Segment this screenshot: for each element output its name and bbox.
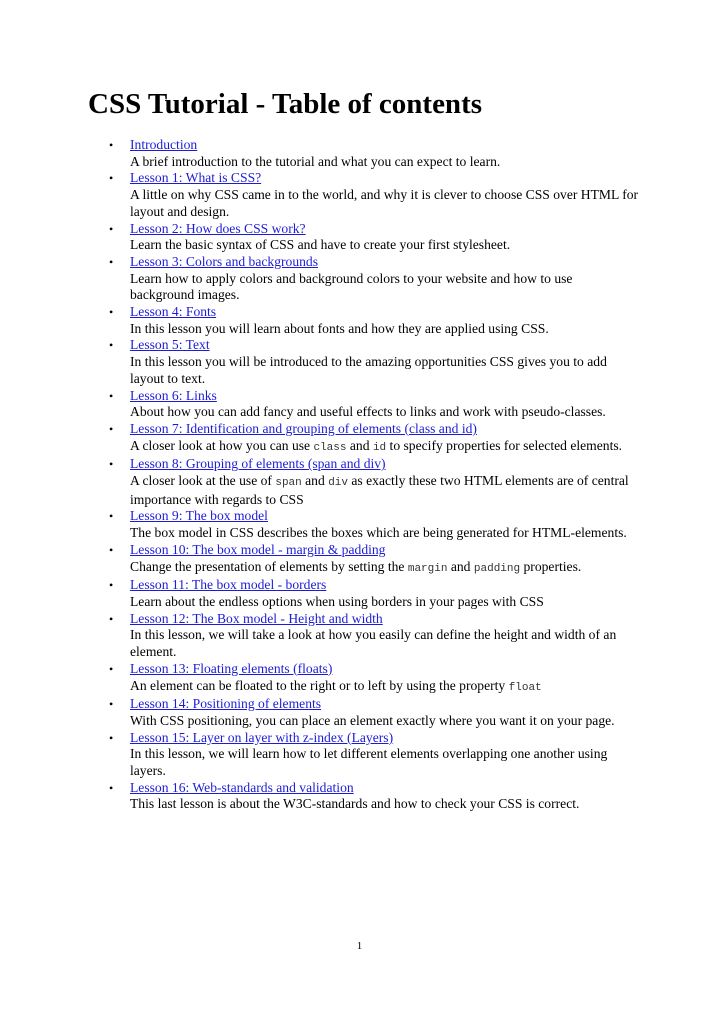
description-text: In this lesson, we will take a look at how you easily can define the height and width of an element. bbox=[130, 627, 617, 660]
toc-description bbox=[130, 187, 639, 220]
bullet-icon: • bbox=[109, 254, 114, 269]
toc-item bbox=[0, 170, 719, 220]
description-text: In this lesson you will be introduced to the amazing opportunities CSS gives you to add layout to text. bbox=[130, 354, 607, 386]
toc-description bbox=[130, 559, 639, 578]
toc-link[interactable]: Lesson 15: Layer on layer with z-index (Layers) bbox=[130, 729, 394, 745]
toc-link[interactable]: Lesson 14: Positioning of elements bbox=[130, 696, 322, 712]
toc-description bbox=[130, 271, 639, 304]
toc-item bbox=[0, 542, 719, 577]
toc-item bbox=[0, 730, 719, 780]
toc-link[interactable]: Lesson 4: Fonts bbox=[130, 304, 217, 320]
toc-item bbox=[0, 696, 719, 729]
toc-link[interactable]: Lesson 13: Floating elements (floats) bbox=[130, 660, 333, 676]
toc-description bbox=[130, 404, 639, 421]
code-keyword: div bbox=[328, 477, 348, 490]
toc-description bbox=[130, 237, 639, 254]
toc-link[interactable]: Lesson 2: How does CSS work? bbox=[130, 220, 306, 236]
bullet-icon: • bbox=[109, 730, 114, 745]
toc-link[interactable]: Lesson 10: The box model - margin & padding bbox=[130, 541, 386, 557]
description-text: A little on why CSS came in to the world, and why it is clever to choose CSS over HTML for layout and design. bbox=[130, 187, 639, 219]
bullet-icon: • bbox=[109, 697, 114, 712]
toc-item bbox=[0, 337, 719, 387]
description-text: An element can be floated to the right or to left by using the property bbox=[130, 677, 509, 693]
bullet-icon: • bbox=[109, 457, 114, 472]
toc-description bbox=[130, 627, 639, 660]
toc-item bbox=[0, 780, 719, 813]
description-text: Change the presentation of elements by setting the bbox=[130, 558, 408, 574]
toc-item bbox=[0, 221, 719, 254]
toc-description bbox=[130, 154, 639, 171]
toc-item bbox=[0, 388, 719, 421]
toc-item bbox=[0, 661, 719, 696]
toc-description bbox=[130, 746, 639, 779]
description-text: and bbox=[447, 558, 474, 574]
table-of-contents bbox=[0, 137, 719, 813]
description-text: Learn about the endless options when using borders in your pages with CSS bbox=[130, 593, 544, 609]
description-text: Learn how to apply colors and background colors to your website and how to use background images. bbox=[130, 270, 573, 303]
bullet-icon: • bbox=[109, 421, 114, 436]
description-text: and bbox=[346, 437, 373, 453]
toc-link[interactable]: Lesson 11: The box model - borders bbox=[130, 577, 327, 593]
toc-link[interactable]: Lesson 7: Identification and grouping of elements (class and id) bbox=[130, 420, 477, 436]
toc-description bbox=[130, 678, 639, 697]
toc-link[interactable]: Lesson 16: Web-standards and validation bbox=[130, 779, 354, 795]
description-text: This last lesson is about the W3C-standards and how to check your CSS is correct. bbox=[130, 796, 580, 812]
bullet-icon: • bbox=[109, 780, 114, 795]
bullet-icon: • bbox=[109, 578, 114, 593]
description-text: A closer look at the use of bbox=[130, 473, 276, 489]
toc-description bbox=[130, 796, 639, 813]
description-text: and bbox=[301, 473, 329, 489]
bullet-icon: • bbox=[109, 542, 114, 557]
toc-description bbox=[130, 438, 639, 457]
toc-description bbox=[130, 594, 639, 611]
toc-item bbox=[0, 456, 719, 508]
page-number: 1 bbox=[356, 940, 363, 952]
bullet-icon: • bbox=[109, 661, 114, 676]
toc-item bbox=[0, 137, 719, 170]
code-keyword: margin bbox=[407, 562, 448, 575]
toc-description bbox=[130, 321, 639, 338]
toc-link[interactable]: Lesson 5: Text bbox=[130, 337, 210, 353]
toc-item bbox=[0, 611, 719, 661]
bullet-icon: • bbox=[109, 509, 114, 524]
toc-link[interactable]: Lesson 6: Links bbox=[130, 387, 217, 403]
description-text: A closer look at how you can use bbox=[130, 437, 314, 453]
bullet-icon: • bbox=[109, 611, 114, 626]
toc-item bbox=[0, 577, 719, 610]
description-text: to specify properties for selected elements. bbox=[386, 437, 623, 453]
code-keyword: padding bbox=[473, 562, 521, 575]
toc-description bbox=[130, 473, 639, 508]
code-keyword: id bbox=[372, 441, 387, 454]
page-title: CSS Tutorial - Table of contents bbox=[88, 88, 483, 120]
code-keyword: class bbox=[313, 441, 347, 454]
bullet-icon: • bbox=[109, 305, 114, 320]
code-keyword: float bbox=[508, 681, 542, 694]
toc-description bbox=[130, 525, 639, 542]
toc-item bbox=[0, 304, 719, 337]
bullet-icon: • bbox=[109, 338, 114, 353]
toc-item bbox=[0, 421, 719, 456]
toc-link[interactable]: Lesson 3: Colors and backgrounds bbox=[130, 253, 319, 269]
toc-link[interactable]: Lesson 8: Grouping of elements (span and div) bbox=[130, 456, 386, 472]
description-text: Learn the basic syntax of CSS and have to create your first stylesheet. bbox=[130, 237, 511, 253]
bullet-icon: • bbox=[109, 388, 114, 403]
toc-item bbox=[0, 508, 719, 541]
toc-link[interactable]: Lesson 1: What is CSS? bbox=[130, 170, 262, 186]
toc-link[interactable]: Introduction bbox=[130, 137, 198, 152]
toc-description bbox=[130, 354, 639, 387]
bullet-icon: • bbox=[109, 138, 114, 152]
bullet-icon: • bbox=[109, 221, 114, 236]
description-text: In this lesson, we will learn how to let different elements overlapping one another using layers. bbox=[130, 746, 608, 779]
description-text: About how you can add fancy and useful effects to links and work with pseudo-classes. bbox=[130, 404, 606, 420]
description-text: properties. bbox=[520, 558, 582, 574]
description-text: The box model in CSS describes the boxes which are being generated for HTML-elements. bbox=[130, 525, 627, 541]
bullet-icon: • bbox=[109, 171, 114, 186]
toc-link[interactable]: Lesson 9: The box model bbox=[130, 508, 268, 524]
code-keyword: span bbox=[275, 477, 302, 490]
description-text: With CSS positioning, you can place an element exactly where you want it on your page. bbox=[130, 712, 615, 728]
toc-link[interactable]: Lesson 12: The Box model - Height and width bbox=[130, 610, 383, 626]
description-text: as exactly these two HTML elements are of central importance with regards to CSS bbox=[130, 473, 629, 507]
description-text: A brief introduction to the tutorial and what you can expect to learn. bbox=[130, 153, 501, 169]
description-text: In this lesson you will learn about fonts and how they are applied using CSS. bbox=[130, 320, 549, 336]
toc-item bbox=[0, 254, 719, 304]
toc-description bbox=[130, 713, 639, 730]
